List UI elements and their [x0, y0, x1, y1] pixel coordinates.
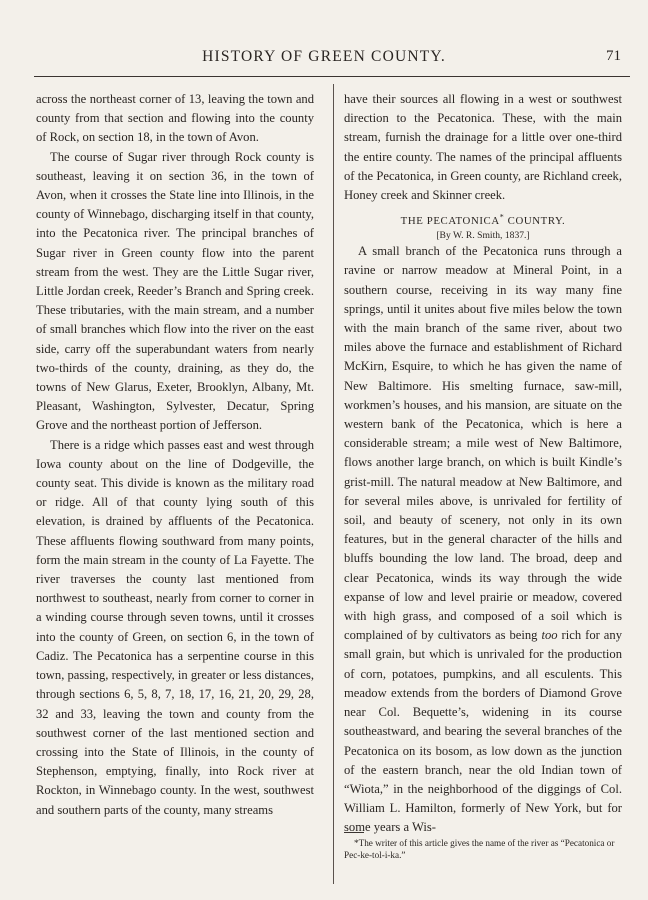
byline: [By W. R. Smith, 1837.] — [436, 230, 530, 242]
left-column — [36, 90, 314, 820]
section-heading — [344, 214, 622, 228]
page-number: 71 — [606, 48, 621, 64]
section-heading-tail: COUNTRY. — [504, 215, 566, 228]
paragraph: across the northeast corner of 13, leaving the town and county from that section and flowing into the county of Rock, on section 18, in the town of Avon. — [36, 92, 314, 145]
paragraph-text: A small branch of the Pecatonica runs through a ravine or narrow meadow at Mineral Point, in a southern course, receiving in its way many fine springs, until it unites about five miles below the town with the main branch of the same river, about two miles above the furnace and establishment of Richard McKirn, Esquire, to which he has given the name of New Baltimore. His smelting furnace, saw-mill, workmen’s houses, and his mansion, are situate on the western bank of the Pecatonica, which is here a considerable stream; a mile west of New Baltimore, flows another large branch, on which is built Kindle’s grist-mill. The natural meadow at New Baltimore, and for several miles above, is unrivaled for fertility of soil, and beauty of scenery, not only in its own features, but in the general character of the hills and bluffs bounding the low land. The broad, deep and clear Pecatonica, winds its way through the wide expanse of low and level prairie or meadow, covered with high grass, and composed of a soil which is complained of by cultivators as being — [344, 244, 622, 643]
right-column — [344, 90, 622, 838]
header-rule — [34, 76, 630, 77]
paragraph-text-tail: rich for any small grain, but which is unrivaled for the production of corn, potatoes, pumpkins, and all esculents. This meadow extends from the borders of Diamond Grove near Col. Bequette’s, widening in its course southeastward, and bearing the several branches of the Pecatonica on its bosom, as low down as the junction of the eastern branch, near the old Indian town of “Wiota,” in the neighborhood of the diggings of Col. William L. Hamilton, formerly of New York, but for some years a Wis- — [344, 628, 622, 835]
column-divider — [333, 84, 334, 884]
running-head-title: HISTORY OF GREEN COUNTY. — [202, 48, 446, 65]
emphasis-text: too — [541, 628, 558, 643]
paragraph: There is a ridge which passes east and west through Iowa county about on the line of Dodgeville, the county seat. This divide is known as the military road or ridge. All of that county lying south of this elevation, is drained by affluents of the Pecatonica. These affluents flowing southward from many points, form the main stream in the county of La Fayette. The river traverses the county last mentioned from northwest to southeast, nearly from corner to corner in a winding course through seven towns, until it crosses into the county of Green, on section 6, in the town of Cadiz. The Pecatonica has a serpentine course in this town, passing, respectively, in greater or less distances, through sections 6, 5, 8, 7, 18, 17, 16, 21, 20, 29, 28, 32 and 33, leaving the town and county from the southwest corner of the last mentioned section and crossing into the State of Illinois, in the county of Stephenson, emptying, finally, into Rock river at Rockton, in Winnebago county. In the west, southwest and southern parts of the county, many streams — [36, 437, 314, 817]
paragraph: The course of Sugar river through Rock county is southeast, leaving it on section 36, in the town of Avon, when it crosses the State line into Illinois, in the county of Winnebago, discharging itself in that county, into the Pecatonica river. The principal branches of Sugar river in Green county flow into the parent stream from the west. They are the Little Sugar river, Little Jordan creek, Reeder’s Branch and Spring creek. These tributaries, with the main stream, and a number of small branches which flow into the river on the east side, carry off the superabundant waters from nearly two-thirds of the county, draining, as they do, the towns of New Glarus, Exeter, Brooklyn, Albany, Mt. Pleasant, Washington, Sylvester, Decatur, Spring Grove and the northeast portion of Jefferson. — [36, 149, 314, 433]
footnote: *The writer of this article gives the name of the river as “Pecatonica or Pec-ke-tol-i-ka.” — [344, 838, 615, 860]
footnote-marker: * — [499, 212, 505, 222]
paragraph: have their sources all flowing in a west or southwest direction to the Pecatonica. These, with the main stream, furnish the drainage for a little over one-third the entire county. The names of the principal affluents of the Pecatonica, in Green county, are Richland creek, Honey creek and Skinner creek. — [344, 92, 622, 203]
paragraph — [344, 242, 622, 837]
footnote-rule — [344, 832, 364, 833]
section-heading-text: THE PECATONICA — [400, 215, 500, 228]
